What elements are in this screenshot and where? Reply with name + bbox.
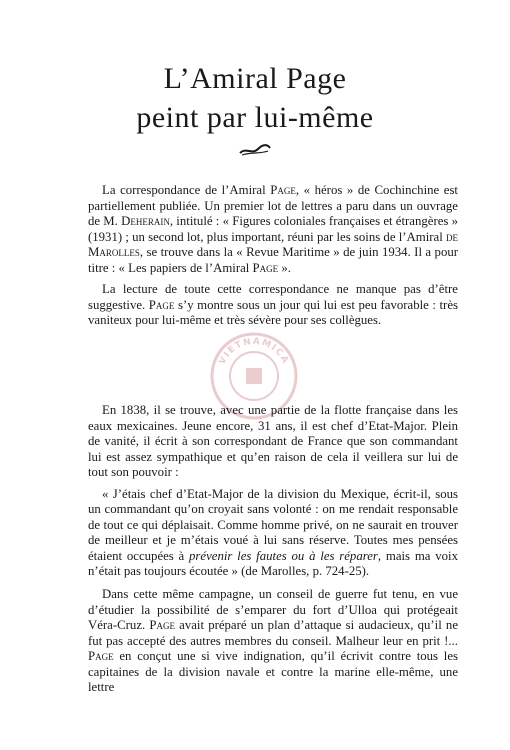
body-block-2 (88, 587, 458, 702)
paragraph-intro-1: La correspondance de l’Amiral Page, « héros » de Cochinchine est partiellement publiée. Un premier lot de lettres a paru dans un ouvrage de M. Deherain, intitulé : « Figures coloniales françaises et étrangères » (1931) ; un second lot, plus important, réuni par les soins de l’Amiral de Marolles, se trouve dans la « Revue Maritime » de juin 1934. Il a pour titre : « Les papiers de l’Amiral Page ». (88, 183, 458, 275)
page-title-line-1: L’Amiral Page (163, 62, 347, 95)
paragraph-quote: « J’étais chef d’Etat-Major de la division du Mexique, écrit-il, sous un commandant qu’on croyait sans volonté : on me rendait responsable de tout ce qui déplaisait. Comme homme privé, on ne saurait en trouver de meilleur et je m’étais voué à lui sans réserve. Toutes mes pensées étaient occupées à prévenir les fautes ou à les réparer, mais ma voix n’était pas toujours écoutée » (de Marolles, p. 724-25). (88, 486, 458, 578)
paragraph-campaign: Dans cette même campagne, un conseil de guerre fut tenu, en vue d’étudier la possibilité de s’emparer du fort d’Ulloa qui protégeait Véra-Cruz. Page avait préparé un plan d’attaque si audacieux, qu’il ne fut pas accepté des autres membres du conseil. Malheur leur en prit !... Page en conçut une si vive indignation, qu’il écrivit contre tous les capitaines de la division navale et contre la marine elle-même, une lettre (88, 587, 458, 694)
body-block (88, 403, 458, 586)
svg-text:VIETNAMICA: VIETNAMICA (217, 336, 291, 367)
flourish-ornament-icon (238, 143, 272, 157)
page-title-line-2: peint par lui-même (136, 101, 374, 134)
paragraph-1838: En 1838, il se trouve, avec une partie de la flotte française dans les eaux mexicaines. Jeune encore, 31 ans, il est chef d’Etat-Major. Plein de vanité, il écrit à son correspondant de France que son commandant lui est assez sympathique et qu’en raison de cela il veillera sur lui de tout son pouvoir : (88, 403, 458, 479)
paragraph-intro-2: La lecture de toute cette correspondance ne manque pas d’être suggestive. Page s’y montre sous un jour qui lui est peu favorable : très vaniteux pour lui-même et très sévère pour ses collègues. (88, 282, 458, 327)
intro-block (88, 183, 458, 335)
